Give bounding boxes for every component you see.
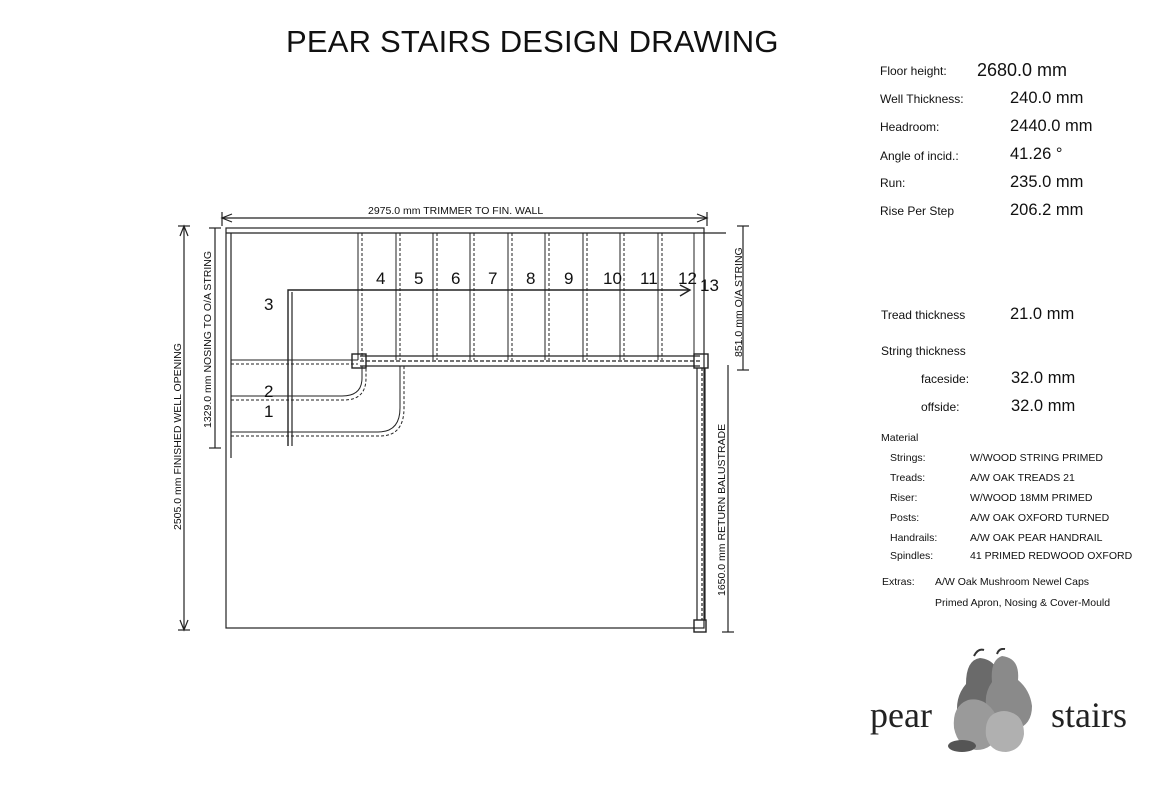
- step-number-6: 6: [451, 269, 461, 288]
- extras-item-2: Primed Apron, Nosing & Cover-Mould: [935, 597, 1111, 609]
- tread-thickness-value: 21.0 mm: [1010, 305, 1075, 323]
- step-number-8: 8: [526, 269, 536, 288]
- logo-word-left: pear: [870, 695, 932, 735]
- material-label-riser: Riser:: [890, 492, 918, 504]
- right-top-dimension-label: 851.0 mm O/A STRING: [733, 247, 745, 357]
- spec-value-well-thickness: 240.0 mm: [1010, 89, 1084, 107]
- step-number-10: 10: [603, 269, 622, 288]
- step-number-7: 7: [488, 269, 498, 288]
- step-number-2: 2: [264, 382, 274, 401]
- material-value-handrails: A/W OAK PEAR HANDRAIL: [970, 532, 1103, 544]
- material-value-strings: W/WOOD STRING PRIMED: [970, 452, 1103, 464]
- string-thickness-label: String thickness: [881, 344, 966, 358]
- logo-word-right: stairs: [1051, 695, 1127, 735]
- offside-label: offside:: [921, 400, 960, 414]
- step-number-1: 1: [264, 402, 274, 421]
- material-label-strings: Strings:: [890, 452, 926, 464]
- spec-label-headroom: Headroom:: [880, 120, 940, 134]
- spec-value-headroom: 2440.0 mm: [1010, 117, 1093, 135]
- drawing-title: PEAR STAIRS DESIGN DRAWING: [286, 24, 779, 59]
- spec-value-rise: 206.2 mm: [1010, 201, 1084, 219]
- spec-label-well-thickness: Well Thickness:: [880, 92, 964, 106]
- spec-label-floor-height: Floor height:: [880, 64, 947, 78]
- top-dimension-label: 2975.0 mm TRIMMER TO FIN. WALL: [368, 205, 544, 217]
- material-label-posts: Posts:: [890, 512, 920, 524]
- step-number-13: 13: [700, 276, 719, 295]
- step-number-3: 3: [264, 295, 274, 314]
- step-number-4: 4: [376, 269, 386, 288]
- material-heading: Material: [881, 432, 919, 444]
- material-value-spindles: 41 PRIMED REDWOOD OXFORD: [970, 550, 1133, 562]
- pear-fruit-icon: [942, 648, 1042, 756]
- material-label-spindles: Spindles:: [890, 550, 934, 562]
- winder-treads: [231, 360, 404, 436]
- offside-value: 32.0 mm: [1011, 397, 1076, 415]
- tread-lines: [358, 233, 694, 360]
- material-value-posts: A/W OAK OXFORD TURNED: [970, 512, 1110, 524]
- step-number-5: 5: [414, 269, 424, 288]
- step-number-11: 11: [640, 269, 658, 288]
- right-return-dimension-label: 1650.0 mm RETURN BALUSTRADE: [716, 423, 728, 596]
- walking-line: [288, 290, 690, 446]
- step-number-12: 12: [678, 269, 697, 288]
- material-label-handrails: Handrails:: [890, 532, 938, 544]
- faceside-label: faceside:: [921, 372, 970, 386]
- spec-value-run: 235.0 mm: [1010, 173, 1084, 191]
- step-number-9: 9: [564, 269, 574, 288]
- pear-stairs-logo: [866, 648, 1126, 756]
- material-value-treads: A/W OAK TREADS 21: [970, 472, 1075, 484]
- faceside-value: 32.0 mm: [1011, 369, 1076, 387]
- spec-label-run: Run:: [880, 176, 906, 190]
- extras-label: Extras:: [882, 576, 915, 588]
- spec-label-angle: Angle of incid.:: [880, 149, 959, 163]
- tread-thickness-label: Tread thickness: [881, 308, 966, 322]
- left-inner-dimension-label: 1329.0 mm NOSING TO O/A STRING: [202, 251, 214, 428]
- spec-value-angle: 41.26 °: [1010, 145, 1063, 163]
- spec-value-floor-height: 2680.0 mm: [977, 60, 1068, 80]
- material-label-treads: Treads:: [890, 472, 926, 484]
- material-value-riser: W/WOOD 18MM PRIMED: [970, 492, 1093, 504]
- left-outer-dimension-label: 2505.0 mm FINISHED WELL OPENING: [172, 343, 184, 530]
- extras-item-1: A/W Oak Mushroom Newel Caps: [935, 576, 1090, 588]
- well-opening-outline: [226, 228, 704, 628]
- spec-label-rise: Rise Per Step: [880, 204, 955, 218]
